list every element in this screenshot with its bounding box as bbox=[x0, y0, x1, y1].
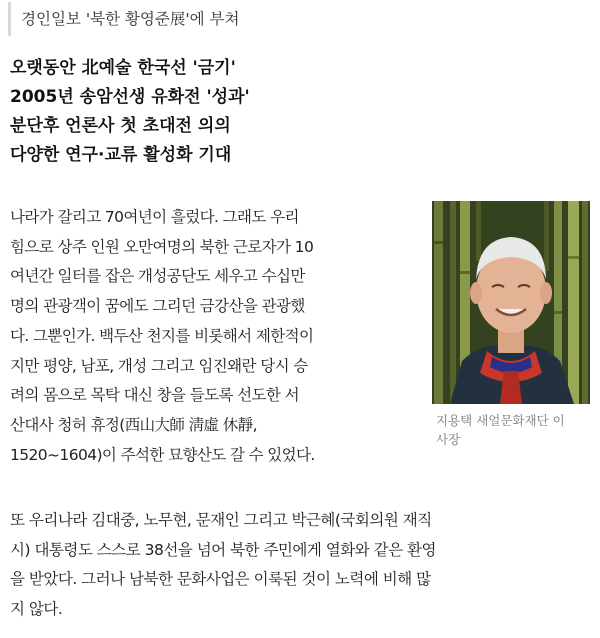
paragraph-line: 힘으로 상주 인원 오만여명의 북한 근로자가 10 bbox=[10, 237, 314, 256]
paragraph-line: 산대사 청허 휴정(西山大師 淸虛 休靜, bbox=[10, 415, 257, 434]
headline-line-1: 오랫동안 北예술 한국선 '금기' bbox=[10, 58, 236, 78]
paragraph-line: 1520~1604)이 주석한 묘향산도 갈 수 있었다. bbox=[10, 445, 315, 464]
paragraph-line: 여년간 일터를 잡은 개성공단도 세우고 수십만 bbox=[10, 267, 305, 286]
paragraph-line: 나라가 갈리고 70여년이 흘렀다. 그래도 우리 bbox=[10, 208, 299, 226]
article-source-header bbox=[8, 2, 528, 36]
paragraph-line: 을 받았다. 그러나 남북한 문화사업은 이룩된 것이 노력에 비해 많 bbox=[10, 570, 431, 589]
caption-line: 지용택 새얼문화재단 이 bbox=[436, 413, 565, 428]
headline-line-2: 2005년 송암선생 유화전 '성과' bbox=[10, 87, 250, 107]
headline-line-3: 분단후 언론사 첫 초대전 의의 bbox=[10, 116, 231, 136]
paragraph-line: 다. 그뿐인가. 백두산 천지를 비롯해서 제한적이 bbox=[10, 326, 314, 345]
caption-line: 사장 bbox=[436, 432, 461, 447]
article-paragraph-2 bbox=[10, 506, 590, 625]
portrait-photo bbox=[432, 201, 590, 404]
photo-caption bbox=[436, 411, 590, 449]
paragraph-line: 명의 관광객이 꿈에도 그리던 금강산을 관광했 bbox=[10, 297, 305, 316]
paragraph-line: 시) 대통령도 스스로 38선을 넘어 북한 주민에게 열화와 같은 환영 bbox=[10, 540, 436, 559]
paragraph-line: 지 않다. bbox=[10, 600, 63, 619]
paragraph-line: 지만 평양, 남포, 개성 그리고 임진왜란 당시 승 bbox=[10, 356, 308, 375]
portrait-illustration bbox=[432, 201, 590, 404]
article-paragraph-1 bbox=[10, 203, 420, 470]
headline-line-4: 다양한 연구·교류 활성화 기대 bbox=[10, 145, 232, 165]
paragraph-line: 또 우리나라 김대중, 노무현, 문재인 그리고 박근혜(국회의원 재직 bbox=[10, 511, 432, 529]
article-source-text: 경인일보 '북한 황영준展'에 부쳐 bbox=[21, 10, 240, 28]
headline-block bbox=[10, 54, 590, 170]
paragraph-line: 려의 몸으로 목탁 대신 창을 들도록 선도한 서 bbox=[10, 386, 300, 405]
